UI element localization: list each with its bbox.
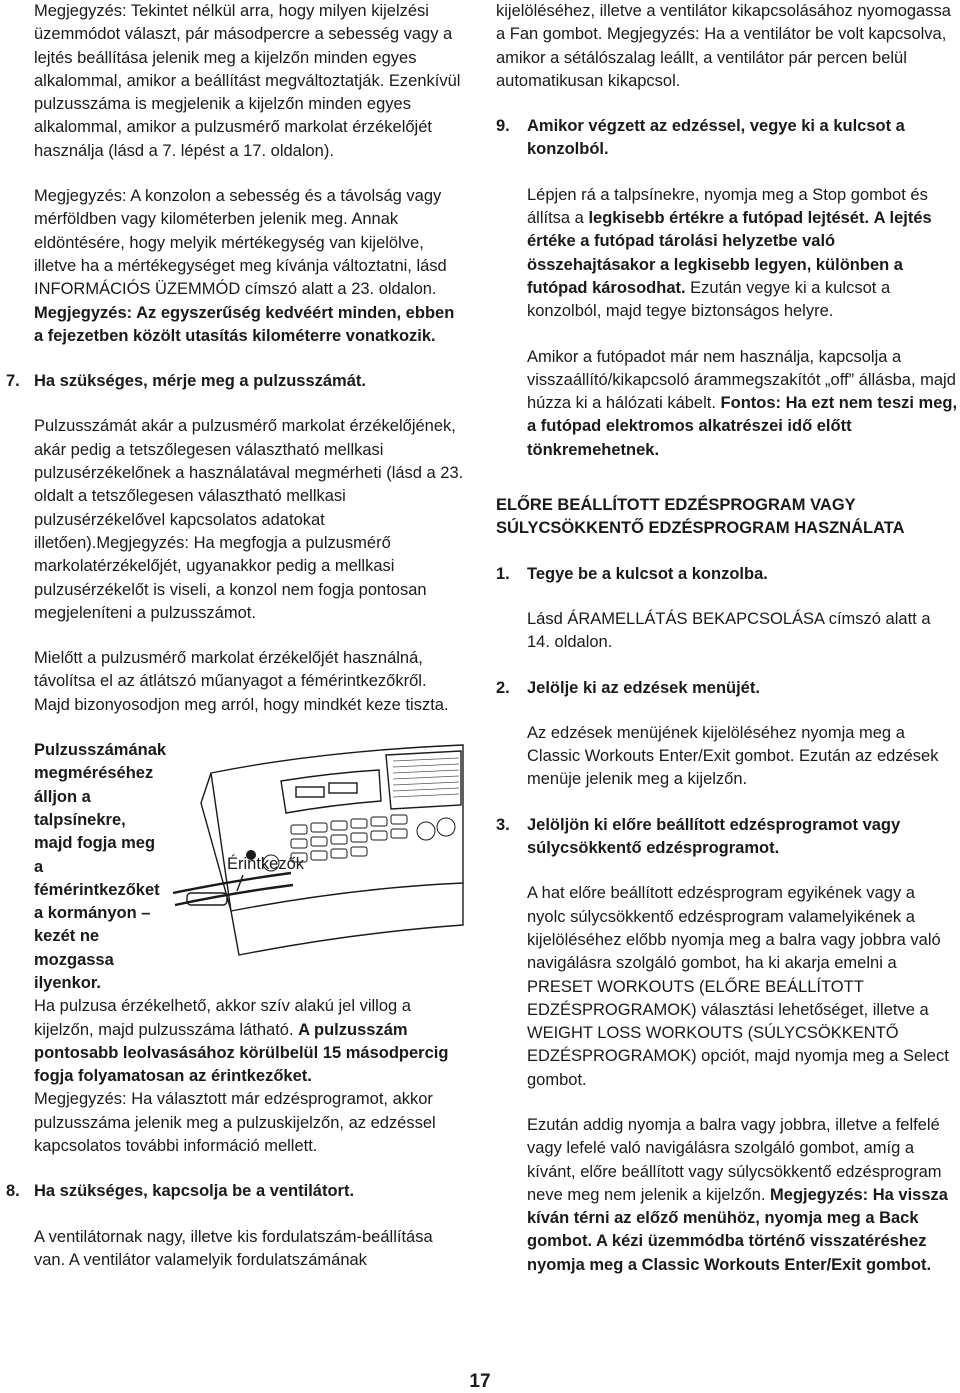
power-off-info <box>496 346 958 462</box>
step-number: 7. <box>6 372 20 391</box>
pulse-result-text: Ha pulzusa érzékelhető, akkor szív alakú jel villog a kijelzőn, majd pulzusszáma látható. <box>34 997 411 1039</box>
step-3-navigation <box>496 1114 958 1277</box>
left-column <box>6 0 466 1272</box>
pulse-measure-instruction: Pulzusszámának megméréséhez álljon a talpsínekre, majd fogja meg a fémérintkezőket a kormányon – kezét ne mozgassa ilyenkor. <box>34 741 167 992</box>
text: Ezután addig nyomja a balra vagy jobbra, illetve a felfelé vagy lefelé való navigálásra szolgáló gombot, amíg a kívánt, előre beállított vagy súlycsökkentő edzésprogram neve meg nem jelenik a kijelzőn. <box>527 1115 942 1204</box>
bold-note: Megjegyzés: Ha vissza kíván térni az előző menühöz, nyomja meg a Back gombot. A kézi üzemmódba történő visszatéréshez nyomja meg a Classic Workouts Enter/Exit gombot. <box>527 1185 948 1274</box>
right-column <box>496 0 958 1277</box>
text: Ezután vegye ki a kulcsot a konzolból, majd tegye biztonságos helyre. <box>527 278 891 321</box>
step-2-text: Az edzések menüjének kijelöléséhez nyomja meg a Classic Workouts Enter/Exit gombot. Ezután az edzések menüje jelenik meg a kijelzőn. <box>527 723 939 789</box>
stop-treadmill-info <box>496 184 958 324</box>
sensor-label: Érintkezők <box>227 855 305 874</box>
step-2-heading <box>496 677 958 700</box>
step-title: Amikor végzett az edzéssel, vegye ki a kulcsot a konzolból. <box>527 117 905 159</box>
note-units-text: Megjegyzés: A konzolon a sebesség és a távolság vagy mérföldben vagy kilométerben jelenik meg. Annak eldöntésére, hogy melyik mértékegység van kijelölve, illetve ha a mértékegységet meg kívánja változtatni, lásd INFORMÁCIÓS ÜZEMMÓD címszó alatt a 23. oldalon. <box>34 187 447 299</box>
step-1-heading <box>496 563 958 586</box>
step-title: Ha szükséges, mérje meg a pulzusszámát. <box>34 372 366 391</box>
step-number: 1. <box>496 564 510 583</box>
fan-speed-info: A ventilátornak nagy, illetve kis fordulatszám-beállítása van. A ventilátor valamelyik fordulatszámának <box>34 1227 433 1269</box>
text: Amikor a futópadot már nem használja, kapcsolja a visszaállító/kikapcsoló árammegszakítót „off” állásba, majd húzza ki a hálózati kábelt. <box>527 347 956 413</box>
section-heading: ELŐRE BEÁLLÍTOTT EDZÉSPROGRAM VAGY SÚLYCSÖKKENTŐ EDZÉSPROGRAM HASZNÁLATA <box>496 496 905 538</box>
text: Lépjen rá a talpsínekre, nyomja meg a Stop gombot és állítsa a <box>527 185 928 228</box>
step-1-text: Lásd ÁRAMELLÁTÁS BEKAPCSOLÁSA címszó alatt a 14. oldalon. <box>527 609 931 652</box>
page-number: 17 <box>469 1371 491 1392</box>
step-number: 2. <box>496 678 510 697</box>
pulse-sensor-cleaning: Mielőtt a pulzusmérő markolat érzékelőjét használná, távolítsa el az átlátszó műanyagot a fémérintkezőkről. Majd bizonyosodjon meg arról, hogy mindkét keze tiszta. <box>34 649 449 714</box>
pulse-accuracy-tip: A pulzusszám pontosabb leolvasásához körülbelül 15 másodpercig fogja folyamatosan az érintkezőket. <box>34 1020 449 1086</box>
console-drawing <box>171 743 466 973</box>
step-9-heading <box>496 115 958 162</box>
pulse-measure-result <box>34 995 466 1088</box>
note-units <box>34 185 466 348</box>
step-number: 9. <box>496 117 510 136</box>
step-number: 8. <box>6 1182 20 1201</box>
note-program-pulse: Megjegyzés: Ha választott már edzésprogramot, akkor pulzusszáma jelenik meg a pulzuskijelzőn, az edzéssel kapcsolatos további információ mellett. <box>34 1090 436 1156</box>
pulse-sensor-info: Pulzusszámát akár a pulzusmérő markolat érzékelőjének, akár pedig a tetszőlegesen választható mellkasi pulzusérzékelőnek a használatával megmérheti (lásd a 23. oldalt a tetszőlegesen választható mellkasi pulzusérzékelővel kapcsolatos adatokat illetően).Megjegyzés: Ha megfogja a pulzusmérő markolatérzékelőjét, ugyanakkor pedig a mellkasi pulzusérzékelőt is viseli, a konzol nem fogja pontosan megjeleníteni a pulzusszámot. <box>34 417 464 622</box>
step-number: 3. <box>496 815 510 834</box>
step-7-heading <box>6 370 466 393</box>
step-title: Jelölje ki az edzések menüjét. <box>527 678 760 697</box>
step-3-heading <box>496 814 958 861</box>
step-8-heading <box>6 1180 466 1203</box>
step-3-text: A hat előre beállított edzésprogram egyikének vagy a nyolc súlycsökkentő edzésprogram valamelyikének a kijelöléséhez előbb nyomja meg a balra vagy jobbra való navigálásra szolgáló gombot, ha ki akarja emelni a PRESET WORKOUTS (ELŐRE BEÁLLÍTOTT EDZÉSPROGRAMOK) választási lehetőséget, illetve a WEIGHT LOSS WORKOUTS (SÚLYCSÖKKENTŐ EDZÉSPROGRAMOK) opciót, majd nyomja meg a Select gombot. <box>527 884 949 1089</box>
bold-warning: A lejtés értéke a futópad tárolási helyzetbe való összehajtásakor a legkisebb legyen, különben a futópad károsodhat. <box>527 209 932 297</box>
note-units-bold: Megjegyzés: Az egyszerűség kedvéért minden, ebben a fejezetben közölt utasítás kilométerre vonatkozik. <box>34 303 455 345</box>
step-title: Tegye be a kulcsot a konzolba. <box>527 564 768 583</box>
fan-button-info: kijelöléséhez, illetve a ventilátor kikapcsolásához nyomogassa a Fan gombot. Megjegyzés: Ha a ventilátor be volt kapcsolva, amikor a sétálószalag leállt, a ventilátor pár percen belül automatikusan kikapcsol. <box>496 2 951 90</box>
note-display-mode: Megjegyzés: Tekintet nélkül arra, hogy milyen kijelzési üzemmódot választ, pár másodpercre a sebesség vagy a lejtés beállítása jelenik meg a kijelzőn minden egyes alkalommal, amikor a beállítást megváltoztatják. Ezenkívül pulzusszáma is megjelenik a kijelzőn minden egyes alkalommal, amikor a pulzusmérő markolat érzékelőjét használja (lásd a 7. lépést a 17. oldalon). <box>34 2 461 160</box>
step-title: Ha szükséges, kapcsolja be a ventilátort. <box>34 1182 355 1201</box>
pulse-figure-section <box>34 739 466 1088</box>
bold-text: legkisebb értékre a futópad lejtését. <box>588 209 870 228</box>
treadmill-console-illustration <box>171 743 466 973</box>
bold-warning: Fontos: Ha ezt nem teszi meg, a futópad elektromos alkatrészei idő előtt tönkremehetnek. <box>527 394 958 459</box>
step-title: Jelöljön ki előre beállított edzésprogramot vagy súlycsökkentő edzésprogramot. <box>527 815 901 858</box>
